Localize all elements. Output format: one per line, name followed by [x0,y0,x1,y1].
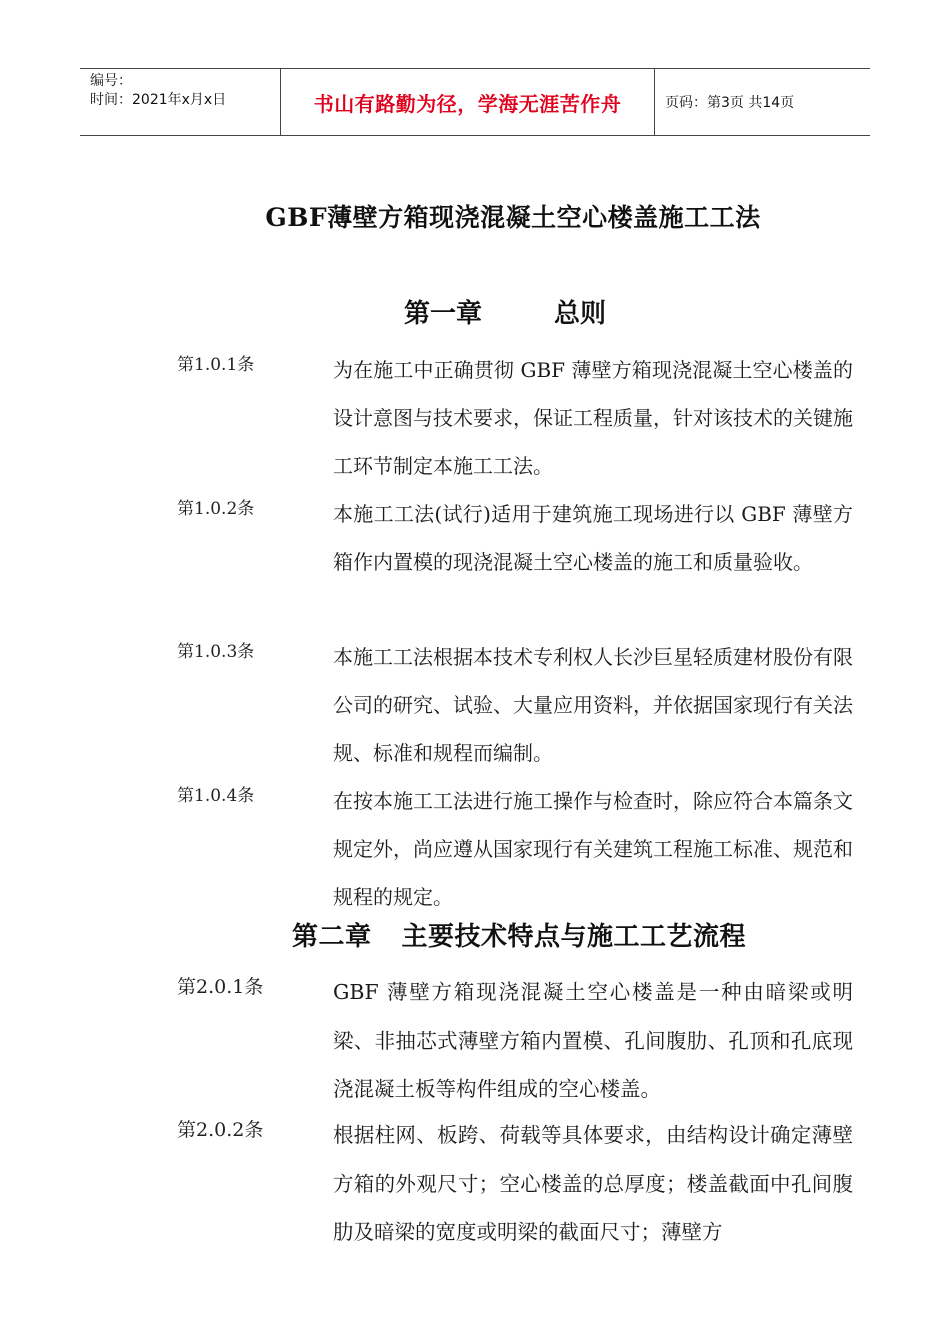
chapter-heading-2 [292,916,746,953]
clause-text: GBF 薄壁方箱现浇混凝土空心楼盖是一种由暗梁或明梁、非抽芯式薄壁方箱内置模、孔间腹肋、孔顶和孔底现浇混凝土板等构件组成的空心楼盖。 [333,980,853,1101]
clause-text: 为在施工中正确贯彻 GBF 薄壁方箱现浇混凝土空心楼盖的设计意图与技术要求，保证工程质量，针对该技术的关键施工环节制定本施工工法。 [333,358,853,478]
chapter-heading-1 [404,293,606,330]
document-title: GBF薄壁方箱现浇混凝土空心楼盖施工工法 [265,203,761,232]
clause-text: 根据柱网、板跨、荷载等具体要求，由结构设计确定薄壁方箱的外观尺寸；空心楼盖的总厚度；楼盖截面中孔间腹肋及暗梁的宽度或明梁的截面尺寸；薄壁方 [333,1123,853,1244]
clause-text: 在按本施工工法进行施工操作与检查时，除应符合本篇条文规定外，尚应遵从国家现行有关建筑工程施工标准、规范和规程的规定。 [333,789,853,909]
chapter-name: 主要技术特点与施工工艺流程 [401,922,747,952]
chapter-number: 第一章 [404,299,483,329]
page-header-table [80,68,870,136]
clause-label: 第1.0.1条 [177,355,255,375]
header-meta-cell [80,69,281,135]
document-date: 时间：2021年x月x日 [90,92,227,108]
clause-label: 第1.0.4条 [177,786,255,806]
header-page-info: 页码：第3页 共14页 [665,95,795,111]
document-number-label: 编号： [90,73,132,89]
chapter-name: 总则 [554,299,607,329]
header-motto: 书山有路勤为径，学海无涯苦作舟 [281,69,655,135]
chapter-number: 第二章 [292,922,372,952]
clause-text: 本施工工法(试行)适用于建筑施工现场进行以 GBF 薄壁方箱作内置模的现浇混凝土空心楼盖的施工和质量验收。 [333,502,853,574]
clause-text: 本施工工法根据本技术专利权人长沙巨星轻质建材股份有限公司的研究、试验、大量应用资料，并依据国家现行有关法规、标准和规程而编制。 [333,645,853,765]
clause-label: 第2.0.1条 [177,976,264,998]
clause-label: 第1.0.3条 [177,642,255,662]
clause-label: 第2.0.2条 [177,1119,264,1141]
clause-label: 第1.0.2条 [177,499,255,519]
